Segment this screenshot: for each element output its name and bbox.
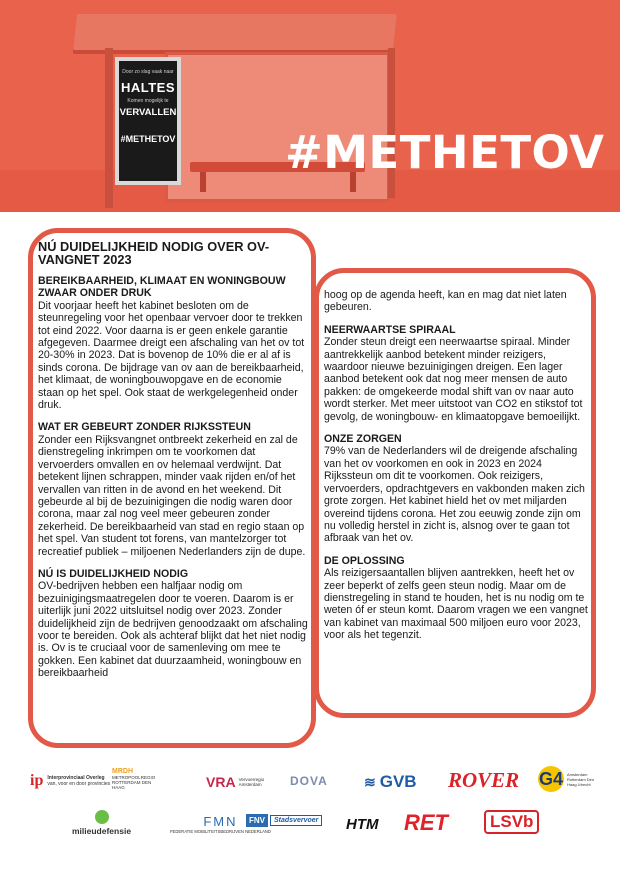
section [38,568,310,680]
section-heading: BEREIKBAARHEID, KLIMAAT EN WONINGBOUW ZWAAR ONDER DRUK [38,275,286,300]
right-column [324,289,590,652]
section-body: Zonder steun dreigt een neerwaartse spiraal. Minder aantrekkelijk aanbod betekent minder reizigers, waardoor nieuwe bezuinigingen dreigen. Een lager aanbod betekent ook dat nog meer mensen de auto pakken: de omgekeerde modal shift van ov naar auto wordt sterker. Met meer uitstoot van CO2 en stikstof tot gevolg, de woningbouw- en klimaatopgave bemoeilijkt. [324,336,583,423]
vra-logo-mark: VRA [206,774,236,790]
article-title: NÚ DUIDELIJKHEID NODIG OVER OV-VANGNET 2023 [38,239,270,267]
hashtag-title: #METHETOV [285,126,605,179]
milieudefensie-logo-text: milieudefensie [72,826,132,836]
left-column [38,240,310,690]
section-body: Dit voorjaar heeft het kabinet besloten om de steunregeling voor het openbaar vervoer door te trekken tot eind 2022. Voor daarna is er geen enkele garantie afgegeven. Daarmee dreigt een afschaling van het ov tot 20-30% in 2023. Dat is bovenop de 10% die er al af is sinds corona. De bijdrage van ov aan de bereikbaarheid, het klimaat, de woningbouwopgave en de economie staan op het spel. Ook staat de werkgelegenheid onder druk. [38,299,305,412]
section [324,555,590,642]
bus-shelter-roof [73,14,397,50]
gvb-logo-text: GVB [379,772,417,791]
section [324,433,590,545]
poster-line: Door zo slag vaak naar [122,69,174,75]
section [324,324,590,423]
section-body: 79% van de Nederlanders wil de dreigende afschaling van het ov voorkomen en ook in 2023 en 2024 Rijkssteun om dit te voorkomen. Ook reizigers, vervoerders, opdrachtgevers en vakbonden maken zich grote zorgen. Het kabinet hield het ov met miljarden overeind tijdens corona. Het zou eeuwig zonde zijn om nu volledig herstel in zicht is, alsnog over te gaan tot afbraak van het ov. [324,445,585,545]
mrdh-logo-mark: MRDH [112,768,133,775]
ipo-logo [30,772,110,790]
ret-logo: RET [404,810,448,835]
htm-logo: HTM [346,816,379,833]
poster-line: HALTES [120,80,176,95]
section-body: Als reizigersaantallen blijven aantrekken, heeft het ov zeer beperkt of zelfs geen steun nodig. Maar om de dienstregeling in stand te houden, het is nu nodig om te weten óf er steun komt. Daarom vragen we een vangnet van kabinet van maximaal 500 miljoen euro voor 2023, voor als het tegenzit. [324,567,588,642]
section-continuation [324,289,590,314]
milieudefensie-logo [72,810,131,836]
section [38,421,310,557]
g4-logo [538,766,597,792]
section-heading: DE OPLOSSING [324,554,405,567]
section [38,275,310,411]
leaf-icon [95,810,109,824]
shelter-poster [115,57,181,185]
section-heading: ONZE ZORGEN [324,433,402,446]
vra-logo [206,774,279,790]
fmn-logo-mark: FMN [203,814,238,829]
ipo-logo-text: Interprovinciaal Overleg van, voor en door provincies [47,775,111,787]
fnv-stadsvervoer-logo [246,814,322,827]
section-body: hoog op de agenda heeft, kan en mag dat niet laten gebeuren. [324,289,567,314]
lsvb-logo: LSVb [484,810,539,834]
poster-line: Komen mogelijk te [127,98,169,104]
dova-logo: DOVA [290,774,328,788]
rover-logo: ROVER [448,768,520,792]
hero-banner [0,0,620,212]
mrdh-logo [112,768,160,790]
fmn-logo-text: FEDERATIE MOBILITEITSBEDRIJVEN NEDERLAND [170,829,271,834]
bus-shelter-post [105,48,113,208]
fnv-logo-text: Stadsvervoer [270,815,322,826]
section-body: OV-bedrijven hebben een halfjaar nodig om bezuinigingsmaatregelen door te voeren. Daarom is er uiterlijk juni 2022 uitsluitsel nodig over 2023. Zonder duidelijkheid zijn de bedrijven genoodzaakt om afschaling voor te bereiden. Ook als achteraf blijkt dat het niet nodig is. Ov is te cruciaal voor de samenleving om mee te gokken. Een kabinet dat duurzaamheid, woningbouw en bereikbaarheid [38,580,308,680]
vra-logo-text: Vervoerregio Amsterdam [238,776,265,787]
section-heading: NEERWAARTSE SPIRAAL [324,323,456,336]
partner-logos [0,762,620,842]
section-heading: WAT ER GEBEURT ZONDER RIJKSSTEUN [38,421,251,434]
poster-hashtag: #METHETOV [120,134,176,144]
section-body: Zonder een Rijksvangnet ontbreekt zekerheid en zal de dienstregeling inkrimpen om te voorkomen dat vervoerders omvallen en ov helemaal verdwijnt. Dat betekent lijnen schrappen, minder vaak rijden en/of het vervallen van ritten in de avond en het weekend. Dit gebeurde al bij de bezuinigingen die nodig waren door corona, maar zal nog veel meer gebeuren zonder zekerheid. De bereikbaarheid van stad en regio staan op het spel. Van student tot forens, van mantelzorger tot recreatief publiek – miljoenen Nederlanders zijn de dupe. [38,433,306,558]
mrdh-logo-text: METROPOOLREGIO ROTTERDAM DEN HAAG [112,775,156,790]
bench-leg [200,172,206,192]
ipo-logo-mark: ip [30,772,44,789]
g4-logo-text: Amsterdam Rotterdam Den Haag Utrecht [567,771,595,787]
waves-icon: ≋ [364,773,376,790]
gvb-logo [364,772,417,792]
g4-logo-mark: G4 [538,766,564,792]
section-heading: NÚ IS DUIDELIJKHEID NODIG [38,567,189,580]
fnv-logo-mark: FNV [246,814,268,827]
poster-line: VERVALLEN [119,107,177,118]
